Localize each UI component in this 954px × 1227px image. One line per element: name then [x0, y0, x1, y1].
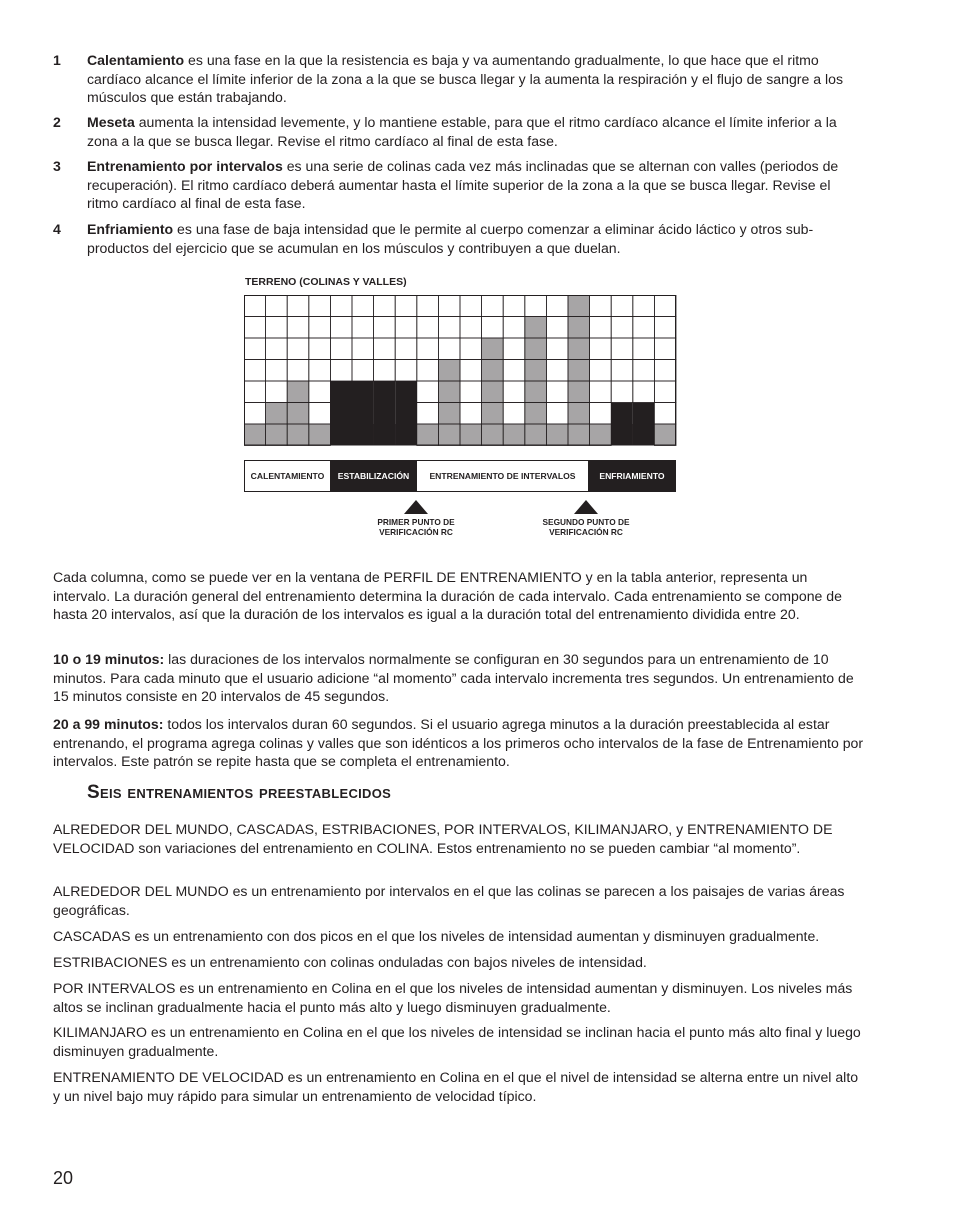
interval-bar-base [395, 424, 417, 446]
body-paragraph: ALREDEDOR DEL MUNDO es un entrenamiento por intervalos en el que las colinas se parecen a los paisajes de varias áreas geográficas. [53, 883, 845, 918]
phase-warmup: CALENTAMIENTO [245, 461, 331, 491]
body-paragraph: POR INTERVALOS es un entrenamiento en Colina en el que los niveles de intensidad aumentan y disminuyen. Los niveles más altos se inclinan gradualmente hacia el punto más alto y luego disminuyen gradualmente. [53, 980, 853, 1015]
body-paragraph: ENTRENAMIENTO DE VELOCIDAD es un entrenamiento en Colina en el que el nivel de intensidad se alterna entre un nivel alto y un nivel bajo muy rápido para simular un entrenamiento de velocidad típico. [53, 1069, 859, 1104]
step-term: Calentamiento [87, 52, 185, 68]
phase-bar [244, 460, 676, 492]
step-1 [53, 51, 863, 107]
interval-bar [654, 424, 676, 446]
interval-bar-base [330, 424, 352, 446]
triangle-up-icon [574, 500, 598, 514]
paragraph-10-19-minutes [53, 650, 868, 706]
terrain-grid-chart [244, 295, 677, 446]
interval-bar [287, 381, 309, 446]
page-number: 20 [53, 1168, 74, 1188]
step-term: Enfriamiento [87, 221, 174, 237]
section-heading: Seis entrenamientos preestablecidos [87, 782, 392, 803]
step-term: Meseta [87, 114, 135, 130]
interval-bar-base [611, 424, 633, 446]
interval-bar [546, 424, 568, 446]
paragraph-text: las duraciones de los intervalos normalmente se configuran en 30 segundos para un entrenamiento de 10 minutos. Para cada minuto que el usuario adicione “al momento” cada intervalo incrementa tres segundos. Un entrenamiento de 15 minutos consiste en 20 intervalos de 45 segundos. [53, 651, 854, 704]
interval-bar [417, 424, 439, 446]
step-text: aumenta la intensidad levemente, y lo mantiene estable, para que el ritmo cardíaco alcance el límite inferior a la zona a la que se busca llegar. Revise el ritmo cardíaco al final de esta fase. [87, 114, 837, 149]
interval-bar [309, 424, 331, 446]
step-number: 4 [53, 221, 61, 237]
body-paragraph: KILIMANJARO es un entrenamiento en Colina en el que los niveles de intensidad se inclinan hacia el punto más alto final y luego disminuyen gradualmente. [53, 1024, 861, 1059]
chart-title: TERRENO (COLINAS Y VALLES) [245, 276, 407, 288]
step-4 [53, 220, 863, 257]
body-paragraph: ESTRIBACIONES es un entrenamiento con colinas onduladas con bajos niveles de intensidad. [53, 954, 647, 970]
first-checkpoint-marker [356, 500, 476, 537]
interval-bar-base [633, 424, 655, 446]
paragraph-text: todos los intervalos duran 60 segundos. Si el usuario agrega minutos a la duración preestablecida al estar entrenando, el programa agrega colinas y valles que son idénticos a los primeros ocho intervalos de la fase de Entrenamiento por intervalos. Este patrón se repite hasta que se completa el entrenamiento. [53, 716, 864, 769]
step-text: es una fase en la que la resistencia es baja y va aumentando gradualmente, lo que hace que el ritmo cardíaco alcance el límite inferior de la zona a la que se busca llegar y la aumenta la respiración y el flujo de sangre a los músculos que están trabajando. [87, 52, 844, 105]
phase-plateau: ESTABILIZACIÓN [331, 461, 417, 491]
interval-bar [568, 295, 590, 446]
step-number: 1 [53, 52, 61, 68]
body-paragraph: CASCADAS es un entrenamiento con dos picos en el que los niveles de intensidad aumentan y disminuyen gradualmente. [53, 928, 820, 944]
interval-bar [460, 424, 482, 446]
interval-bar [590, 424, 612, 446]
step-3 [53, 157, 863, 213]
paragraph-columns: Cada columna, como se puede ver en la ventana de PERFIL DE ENTRENAMIENTO y en la tabla anterior, representa un intervalo. La duración general del entrenamiento determina la duración de cada intervalo. Cada entrenamiento se compone de hasta 20 intervalos, así que la duración de los intervalos es igual a la duración total del entrenamiento dividida entre 20. [53, 569, 842, 622]
interval-bar-base [374, 424, 396, 446]
step-2 [53, 113, 863, 150]
step-text: es una fase de baja intensidad que le permite al cuerpo comenzar a eliminar ácido láctico y otros sub-productos del ejercicio que se acumulan en los músculos y contribuyen a que duelan. [87, 221, 814, 256]
step-number: 3 [53, 158, 61, 174]
second-checkpoint-label: SEGUNDO PUNTO DE VERIFICACIÓN RC [542, 517, 630, 537]
paragraph-term: 20 a 99 minutos: [53, 716, 164, 732]
first-checkpoint-label: PRIMER PUNTO DE VERIFICACIÓN RC [377, 517, 455, 537]
paragraph-term: 10 o 19 minutos: [53, 651, 165, 667]
interval-bar [503, 424, 525, 446]
interval-bar-base [352, 424, 374, 446]
step-number: 2 [53, 114, 61, 130]
triangle-up-icon [404, 500, 428, 514]
paragraph-20-99-minutes [53, 715, 868, 771]
step-term: Entrenamiento por intervalos [87, 158, 283, 174]
phase-cooldown: ENFRIAMIENTO [589, 461, 675, 491]
second-checkpoint-marker [526, 500, 646, 537]
phase-intervals: ENTRENAMIENTO DE INTERVALOS [417, 461, 589, 491]
interval-bar [244, 424, 266, 446]
body-paragraph: ALREDEDOR DEL MUNDO, CASCADAS, ESTRIBACIONES, POR INTERVALOS, KILIMANJARO, y ENTRENAMIENTO DE VELOCIDAD son variaciones del entrenamiento en COLINA. Estos entrenamiento no se pueden cambiar “al momento”. [53, 821, 833, 856]
step-text: es una serie de colinas cada vez más inclinadas que se alternan con valles (periodos de recuperación). El ritmo cardíaco deberá aumentar hasta el límite superior de la zona a la que se busca llegar. Revise el ritmo cardíaco al final de esta fase. [87, 158, 839, 211]
interval-bar [482, 338, 504, 446]
